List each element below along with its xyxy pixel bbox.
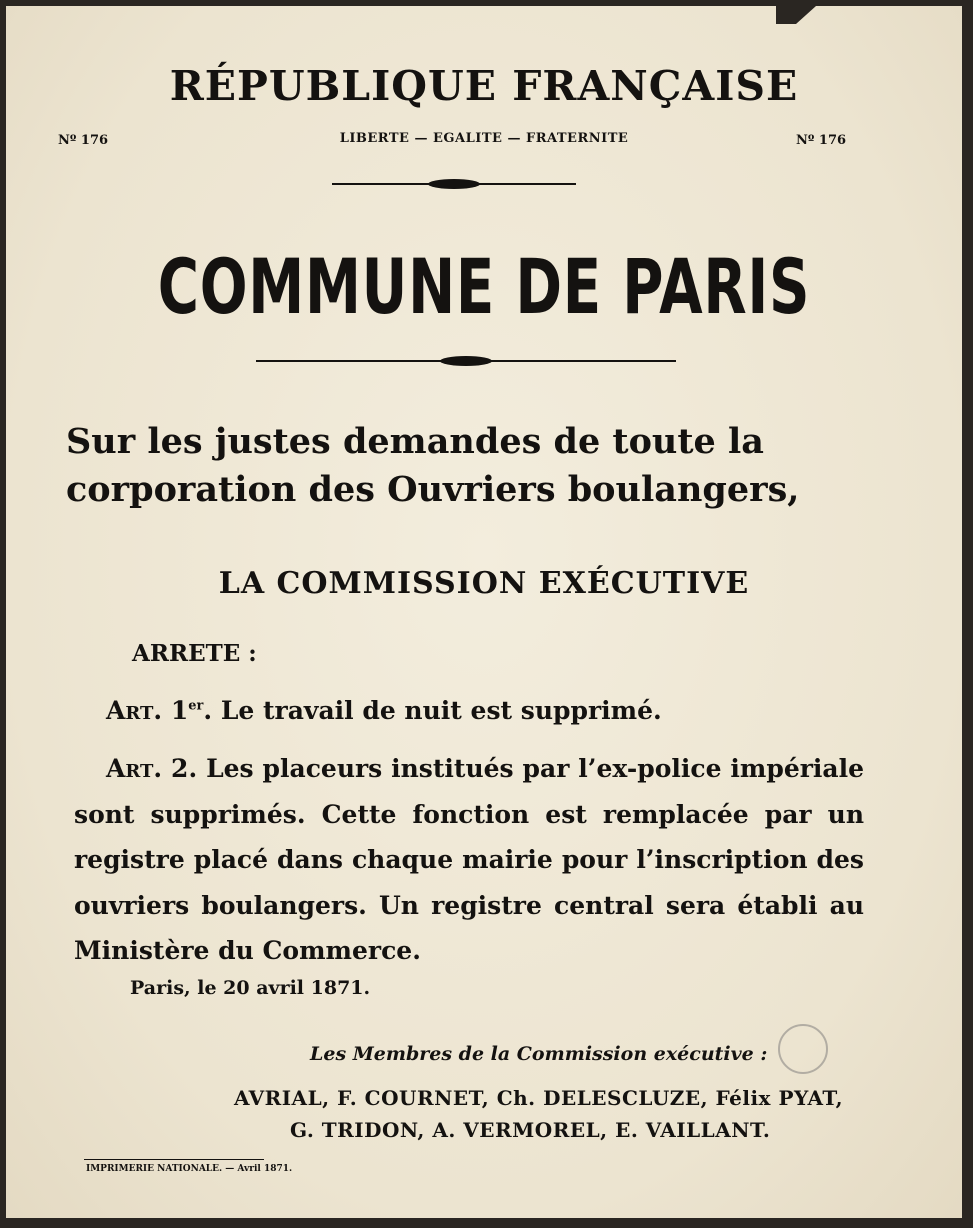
imprint-rule [84, 1159, 264, 1160]
poster [6, 6, 962, 1218]
article-1-number: 1 [170, 696, 189, 725]
signatories-line-2: G. TRIDON, A. VERMOREL, E. VAILLANT. [290, 1118, 771, 1142]
decree-word: ARRETE : [132, 640, 257, 667]
main-title: COMMUNE DE PARIS [157, 242, 811, 331]
poster-number-right: Nº 176 [796, 133, 847, 148]
preamble: Sur les justes demandes de toute la corporation des Ouvriers boulangers, [66, 421, 800, 510]
article-2-text: Les placeurs institués par l’ex-police impériale sont supprimés. Cette fonction est remplacée par un registre placé dans chaque mairie pour l’inscription des ouvriers boulangers. Un registre central sera établi au Ministère du Commerce. [74, 754, 864, 965]
signatories-intro: Les Membres de la Commission exécutive : [310, 1043, 768, 1065]
top-ornament-rule [332, 183, 576, 185]
signatories-line-1: AVRIAL, F. COURNET, Ch. DELESCLUZE, Félix PYAT, [234, 1086, 844, 1110]
torn-corner [776, 6, 816, 24]
poster-number-left: Nº 176 [58, 133, 109, 148]
imprint: IMPRIMERIE NATIONALE. — Avril 1871. [86, 1164, 293, 1174]
article-1-label: Art. [106, 696, 163, 725]
library-stamp-icon [778, 1024, 828, 1074]
article-1-text: Le travail de nuit est supprimé. [220, 696, 662, 725]
republic-heading: RÉPUBLIQUE FRANÇAISE [169, 62, 799, 110]
article-2-label: Art. [106, 754, 163, 783]
article-1-suffix: er [188, 698, 204, 714]
article-2 [74, 746, 864, 974]
article-1: Art. 1er. Le travail de nuit est supprimé. [106, 696, 662, 725]
date-line: Paris, le 20 avril 1871. [130, 977, 371, 999]
motto: LIBERTE — EGALITE — FRATERNITE [339, 131, 629, 146]
article-2-number: 2. [171, 754, 198, 783]
title-ornament-rule [256, 360, 676, 362]
authority-heading: LA COMMISSION EXÉCUTIVE [218, 566, 750, 601]
